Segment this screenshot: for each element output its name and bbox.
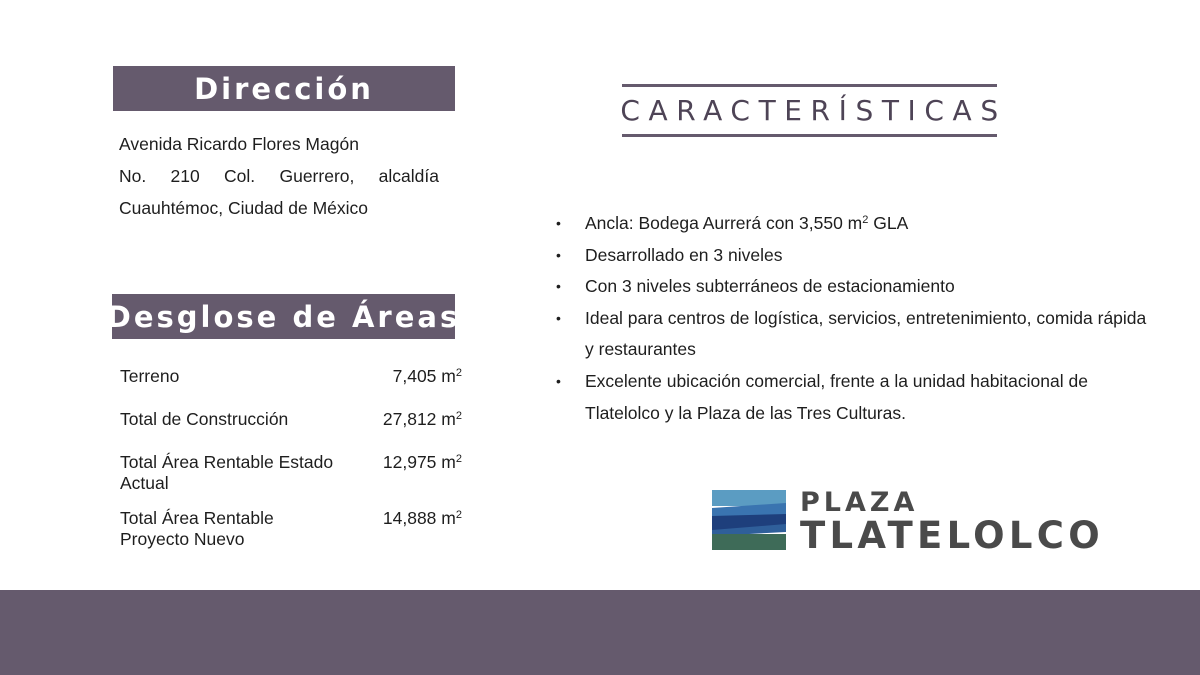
list-item: • Con 3 niveles subterráneos de estacionamiento <box>556 271 1156 303</box>
address-block <box>119 133 439 229</box>
footer-bar <box>0 590 1200 675</box>
area-value: 12,975 $m^2$ <box>382 452 462 472</box>
bullet-icon: • <box>556 309 561 326</box>
areas-heading-text: Desglose de Áreas <box>106 299 461 334</box>
list-item: • Ancla: Bodega Aurrerá con 3,550 $m^2$ GLA <box>556 208 1156 240</box>
logo-mark-icon <box>712 490 786 550</box>
areas-heading <box>106 294 461 339</box>
area-value: 7,405 $m^2$ <box>392 366 462 386</box>
address-line: No. 210 Col. Guerrero, alcaldía <box>119 166 439 186</box>
bullet-icon: • <box>556 246 561 263</box>
list-item: • Excelente ubicación comercial, frente a la unidad habitacional de Tlatelolco y la Plaza de las Tres Culturas. <box>556 366 1156 429</box>
area-label: Total de Construcción <box>120 409 289 429</box>
bullet-icon: • <box>556 215 561 231</box>
address-line: Avenida Ricardo Flores Magón <box>119 134 359 154</box>
bullet-icon: • <box>556 372 561 389</box>
area-label: Terreno <box>120 366 180 386</box>
area-label: Total Área Rentable Proyecto Nuevo <box>120 508 274 549</box>
bullet-icon: • <box>556 278 561 295</box>
area-value: 14,888 $m^2$ <box>382 508 462 528</box>
list-item: • Ideal para centros de logística, servicios, entretenimiento, comida rápida y restaurantes <box>556 303 1156 366</box>
logo-text-tlatelolco: TLATELOLCO <box>800 514 1104 557</box>
direccion-heading-text: Dirección <box>194 71 374 106</box>
caracteristicas-list <box>556 208 1156 429</box>
address-line: Cuauhtémoc, Ciudad de México <box>119 198 369 218</box>
area-value: 27,812 $m^2$ <box>382 409 462 429</box>
caracteristicas-heading <box>620 84 1007 137</box>
direccion-heading <box>113 66 455 111</box>
logo-text-plaza: PLAZA <box>800 487 919 518</box>
list-item: • Desarrollado en 3 niveles <box>556 240 1156 272</box>
caracteristicas-heading-text: CARACTERÍSTICAS <box>620 94 1007 127</box>
area-label: Total Área Rentable Estado Actual <box>120 452 334 493</box>
